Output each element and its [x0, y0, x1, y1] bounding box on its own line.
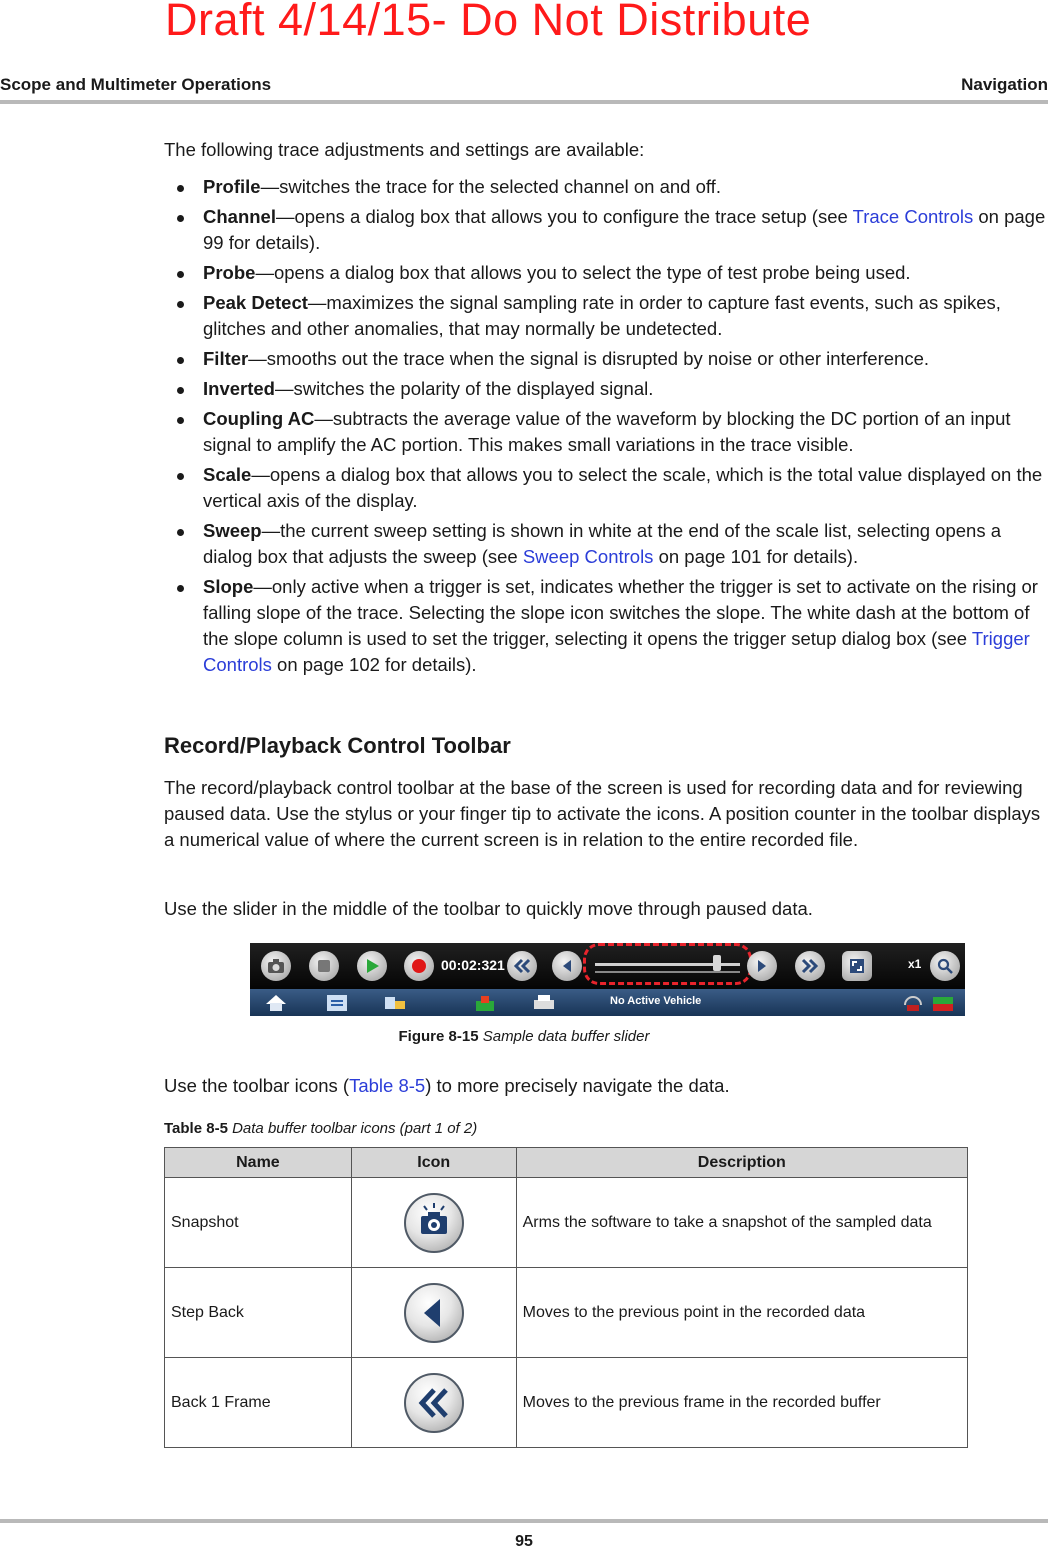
scanner-icon[interactable]: [473, 993, 497, 1013]
figure-caption: Figure 8-15 Sample data buffer slider: [398, 1028, 650, 1045]
table-8-5-link[interactable]: Table 8-5: [349, 1075, 426, 1096]
step-back-icon: [559, 958, 575, 974]
vehicle-id-icon[interactable]: [325, 993, 349, 1013]
intro-text: The following trace adjustments and settings are available:: [164, 139, 645, 160]
trace-controls-link[interactable]: Trace Controls: [852, 206, 974, 227]
list-item: Profile—switches the trace for the selected channel on and off.: [164, 174, 1048, 200]
magnifier-icon: [937, 958, 953, 974]
settings-list: [164, 174, 1048, 682]
slider-description: Use the slider in the middle of the toolbar to quickly move through paused data.: [164, 898, 813, 919]
battery-icon[interactable]: [931, 993, 955, 1013]
bullet-icon: [177, 585, 184, 592]
connection-icon[interactable]: [901, 993, 925, 1013]
position-counter: 00:02:321: [441, 957, 505, 973]
stop-icon: [317, 959, 331, 973]
table-row: [165, 1178, 968, 1268]
bullet-icon: [177, 185, 184, 192]
list-item: Channel—opens a dialog box that allows you to configure the trace setup (see Trace Controls on page 99 for details).: [164, 204, 1048, 256]
snapshot-button[interactable]: [261, 951, 291, 981]
camera-icon: [404, 1193, 464, 1253]
list-item: Sweep—the current sweep setting is shown in white at the end of the scale list, selecting opens a dialog box that adjusts the sweep (see Sweep Controls on page 101 for details).: [164, 518, 1048, 570]
forward-frame-icon: [800, 958, 820, 974]
record-icon: [411, 958, 427, 974]
footer-divider: [0, 1519, 1048, 1523]
list-item: Inverted—switches the polarity of the displayed signal.: [164, 376, 1048, 402]
bullet-icon: [177, 301, 184, 308]
icon-name: Step Back: [165, 1268, 352, 1358]
bullet-icon: [177, 387, 184, 394]
play-button[interactable]: [357, 951, 387, 981]
buffer-slider-thumb[interactable]: [713, 955, 721, 971]
list-item: Probe—opens a dialog box that allows you to select the type of test probe being used.: [164, 260, 1048, 286]
bullet-icon: [177, 271, 184, 278]
bullet-icon: [177, 215, 184, 222]
toolbar-nav-row: [250, 989, 965, 1016]
zoom-button[interactable]: [930, 951, 960, 981]
home-icon[interactable]: [264, 993, 288, 1013]
step-back-icon: [404, 1283, 464, 1343]
step-back-button[interactable]: [552, 951, 582, 981]
table-reference-text: Use the toolbar icons (Table 8-5) to more precisely navigate the data.: [164, 1075, 730, 1096]
bullet-icon: [177, 473, 184, 480]
column-header: Name: [165, 1148, 352, 1178]
playback-toolbar-figure: [250, 943, 965, 1016]
column-header: Icon: [351, 1148, 516, 1178]
trigger-controls-link[interactable]: Trigger Controls: [203, 628, 1030, 675]
icon-name: Back 1 Frame: [165, 1358, 352, 1448]
draft-watermark: Draft 4/14/15- Do Not Distribute: [165, 0, 812, 45]
icon-description: Moves to the previous frame in the recorded buffer: [516, 1358, 967, 1448]
buffer-slider-track-lower: [595, 971, 740, 973]
bullet-icon: [177, 417, 184, 424]
table-caption: Table 8-5 Data buffer toolbar icons (part 1 of 2): [164, 1120, 478, 1137]
table-header-row: [165, 1148, 968, 1178]
header-section: Navigation: [961, 75, 1048, 94]
stop-button[interactable]: [309, 951, 339, 981]
expand-icon: [849, 958, 865, 974]
tools-icon[interactable]: [383, 993, 407, 1013]
play-icon: [364, 958, 380, 974]
back-frame-button[interactable]: [507, 951, 537, 981]
printer-icon[interactable]: [532, 993, 556, 1013]
toolbar-description: The record/playback control toolbar at the base of the screen is used for recording data and for reviewing paused data. Use the stylus or your finger tip to activate the icons. A position counter in the toolbar displays a numerical value of where the current screen is in relation to the entire recorded file.: [164, 777, 1041, 850]
forward-frame-button[interactable]: [795, 951, 825, 981]
icon-description: Moves to the previous point in the recorded data: [516, 1268, 967, 1358]
zoom-level: x1: [908, 957, 922, 971]
back-frame-icon: [404, 1373, 464, 1433]
bullet-icon: [177, 357, 184, 364]
table-row: [165, 1358, 968, 1448]
sweep-controls-link[interactable]: Sweep Controls: [522, 546, 654, 567]
header-chapter: Scope and Multimeter Operations: [0, 75, 272, 94]
page-number: 95: [515, 1533, 533, 1550]
back-frame-icon: [512, 958, 532, 974]
camera-icon: [267, 958, 285, 974]
list-item: Scale—opens a dialog box that allows you to select the scale, which is the total value displayed on the vertical axis of the display.: [164, 462, 1048, 514]
icon-name: Snapshot: [165, 1178, 352, 1268]
fullscreen-button[interactable]: [842, 951, 872, 981]
list-item: Slope—only active when a trigger is set, indicates whether the trigger is set to activate on the rising or falling slope of the trace. Selecting the slope icon switches the slope. The white dash at the bottom of the slope column is used to set the trigger, selecting it opens the trigger setup dialog box (see Trigger Controls on page 102 for details).: [164, 574, 1048, 678]
step-forward-button[interactable]: [747, 951, 777, 981]
column-header: Description: [516, 1148, 967, 1178]
list-item: Coupling AC—subtracts the average value of the waveform by blocking the DC portion of an input signal to amplify the AC portion. This makes small variations in the trace visible.: [164, 406, 1048, 458]
toolbar-icons-table: [164, 1147, 968, 1448]
list-item: Filter—smooths out the trace when the signal is disrupted by noise or other interference.: [164, 346, 1048, 372]
record-button[interactable]: [404, 951, 434, 981]
table-row: [165, 1268, 968, 1358]
vehicle-status: No Active Vehicle: [610, 995, 702, 1007]
header-divider: [0, 100, 1048, 104]
step-forward-icon: [754, 958, 770, 974]
list-item: Peak Detect—maximizes the signal sampling rate in order to capture fast events, such as spikes, glitches and other anomalies, that may normally be undetected.: [164, 290, 1048, 342]
bullet-icon: [177, 529, 184, 536]
section-heading: Record/Playback Control Toolbar: [164, 733, 511, 758]
icon-description: Arms the software to take a snapshot of the sampled data: [516, 1178, 967, 1268]
